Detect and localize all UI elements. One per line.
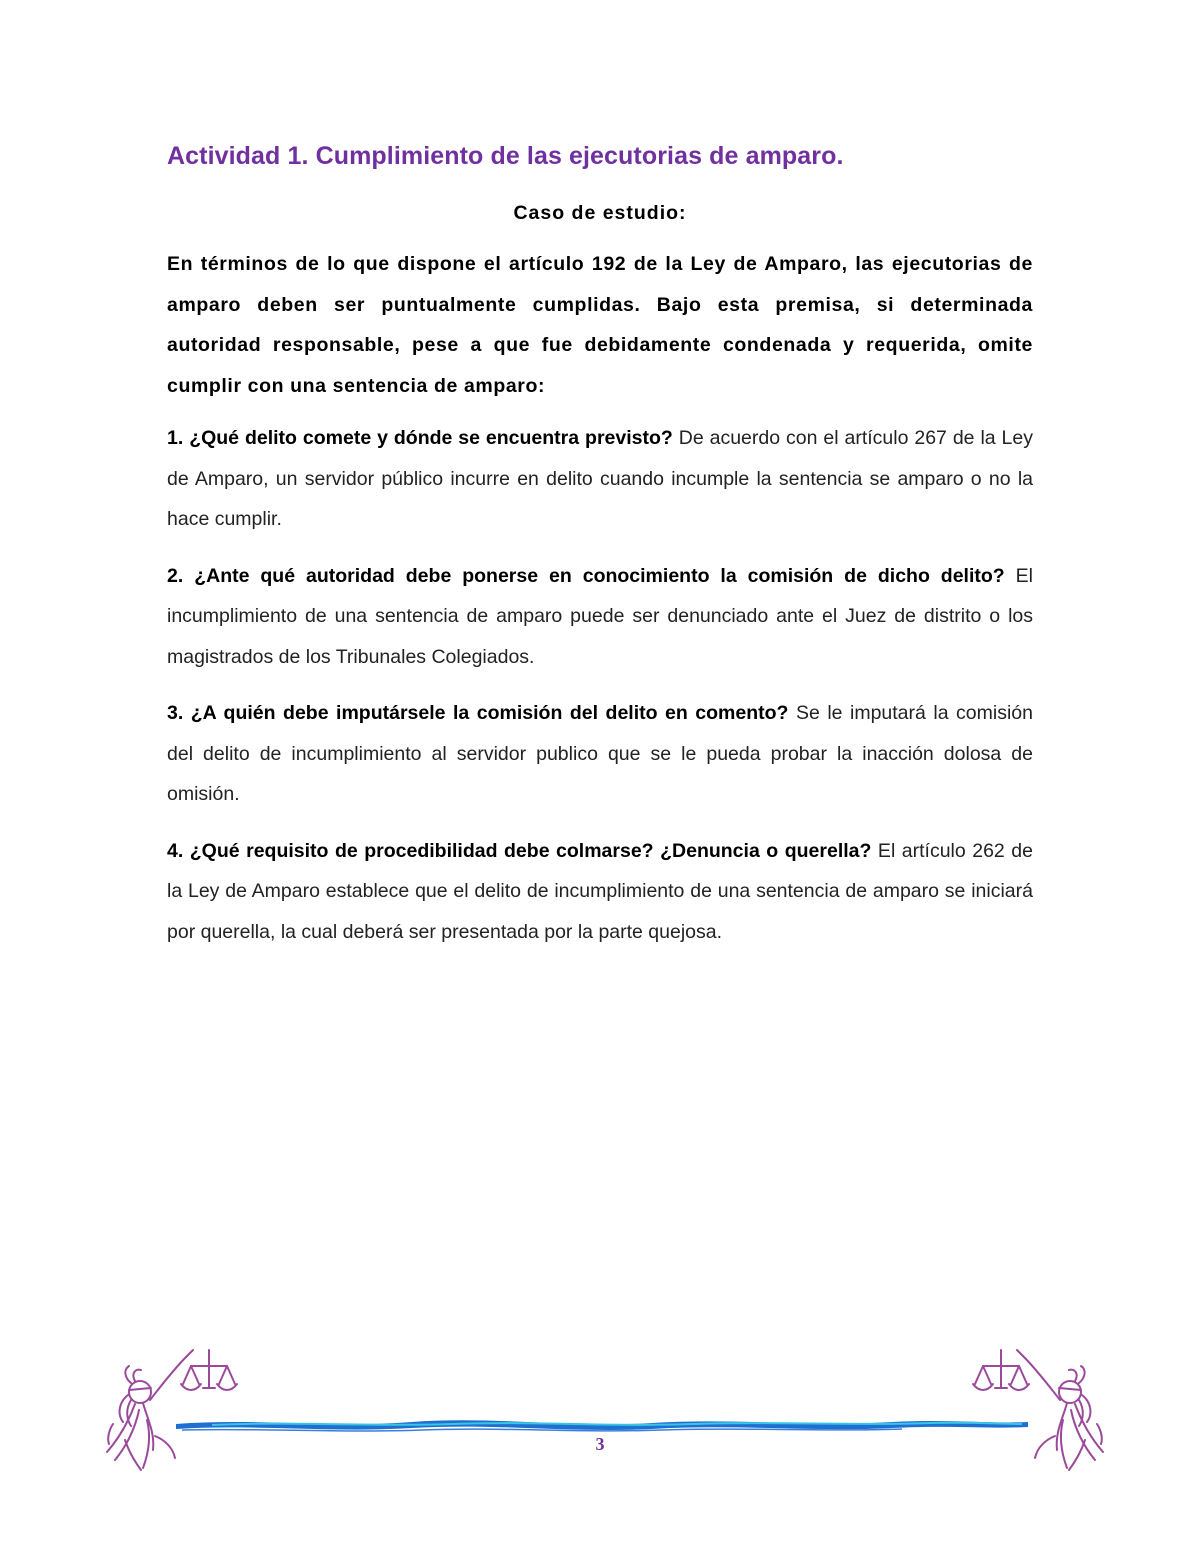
question-3: 3. ¿A quién debe imputársele la comisión del delito en comento? — [167, 702, 789, 724]
page-footer — [0, 1340, 1200, 1520]
document-body — [167, 138, 1033, 952]
answer-1: De acuerdo con el artículo 267 de la Ley de Amparo, un servidor público incurre en delito cuando incumple la sentencia se amparo o no la hace cumplir. — [167, 427, 1033, 530]
question-block-3 — [167, 693, 1033, 815]
question-block-1 — [167, 418, 1033, 540]
question-1: 1. ¿Qué delito comete y dónde se encuentra previsto? — [167, 427, 673, 449]
question-2: 2. ¿Ante qué autoridad debe ponerse en conocimiento la comisión de dicho delito? — [167, 564, 1005, 587]
question-4: 4. ¿Qué requisito de procedibilidad debe colmarse? ¿Denuncia o querella? — [167, 839, 872, 862]
answer-4: El artículo 262 de la Ley de Amparo establece que el delito de incumplimiento de una sentencia de amparo se iniciará por querella, la cual deberá ser presentada por la parte quejosa. — [167, 839, 1033, 943]
intro-paragraph: En términos de lo que dispone el artículo 192 de la Ley de Amparo, las ejecutorias de amparo deben ser puntualmente cumplidas. Bajo esta premisa, si determinada autoridad responsable, pese a que fue debidamente condenada y requerida, omite cumplir con una sentencia de amparo: — [167, 253, 1033, 397]
activity-heading: Actividad 1. Cumplimiento de las ejecutorias de amparo. — [167, 142, 844, 170]
answer-3: Se le imputará la comisión del delito de incumplimiento al servidor publico que se le pueda probar la inacción dolosa de omisión. — [167, 702, 1033, 805]
case-study-subheading: Caso de estudio: — [513, 202, 687, 224]
answer-2: El incumplimiento de una sentencia de amparo puede ser denunciado ante el Juez de distrito o los magistrados de los Tribunales Colegiados. — [167, 564, 1033, 668]
question-block-4 — [167, 831, 1033, 953]
question-block-2 — [167, 556, 1033, 678]
page-number: 3 — [595, 1434, 605, 1454]
